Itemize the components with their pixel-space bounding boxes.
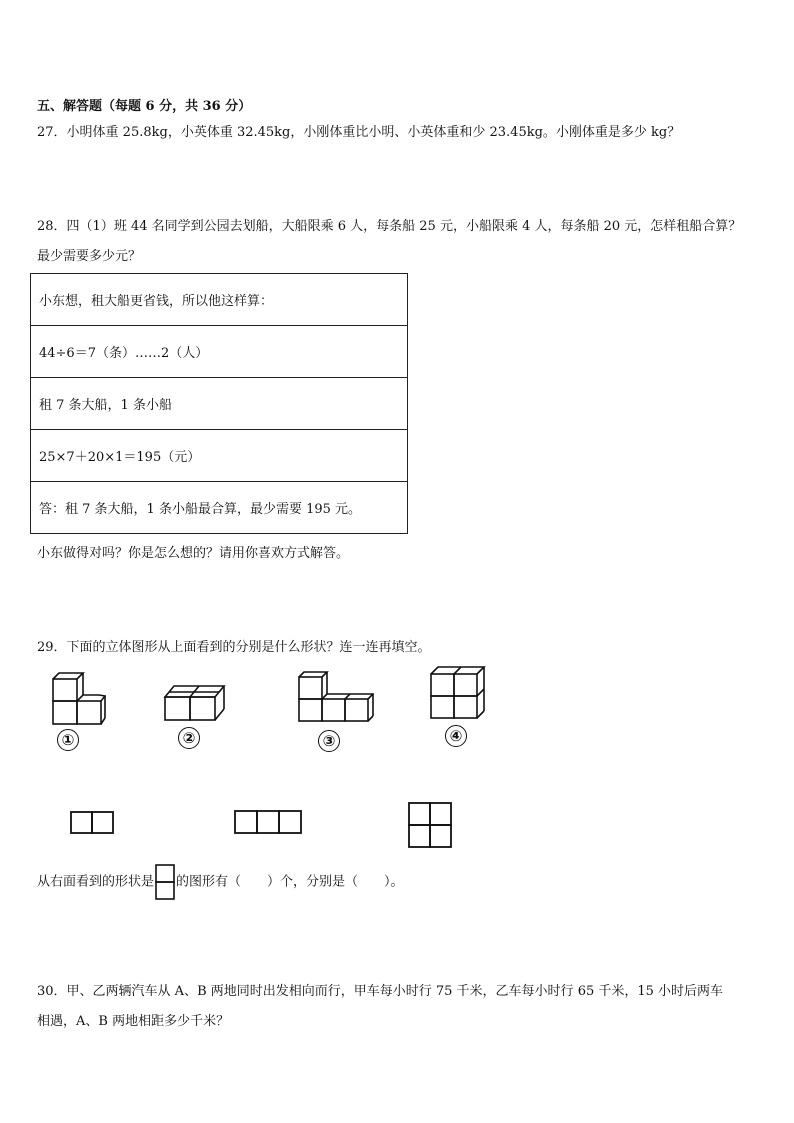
figure-label-2: ② <box>178 727 200 749</box>
solid-figure-3 <box>296 670 374 724</box>
figure-label-1: ① <box>57 729 79 751</box>
fill-prefix: 从右面看到的形状是 <box>37 874 155 890</box>
solid-figure-4 <box>428 664 486 722</box>
calculation-table <box>30 273 408 534</box>
section-title: 五、解答题（每题 6 分，共 36 分） <box>37 99 252 114</box>
table-cell: 小东想，租大船更省钱，所以他这样算： <box>31 274 408 326</box>
fill-suffix: 的图形有（ ）个，分别是（ ）。 <box>176 874 404 890</box>
figure-label-3: ③ <box>318 730 340 752</box>
top-view-four-squares <box>407 801 455 850</box>
question-29: 29．下面的立体图形从上面看到的分别是什么形状？连一连再填空。 <box>37 640 431 655</box>
table-row <box>31 430 408 482</box>
table-cell: 44÷6＝7（条）……2（人） <box>31 326 408 378</box>
table-cell: 答：租 7 条大船，1 条小船最合算，最少需要 195 元。 <box>31 482 408 534</box>
solid-figure-1 <box>50 671 106 727</box>
table-row <box>31 378 408 430</box>
question-29-fill-line <box>37 864 404 900</box>
question-30-line2: 相遇，A、B 两地相距多少千米？ <box>37 1014 230 1029</box>
question-28-line2: 最少需要多少元？ <box>37 249 142 264</box>
table-row <box>31 326 408 378</box>
table-row <box>31 482 408 534</box>
question-28-followup: 小东做得对吗？你是怎么想的？请用你喜欢方式解答。 <box>37 546 350 561</box>
question-27: 27．小明体重 25.8kg，小英体重 32.45kg，小刚体重比小明、小英体重和少 23.45kg。小刚体重是多少 kg？ <box>37 125 681 140</box>
table-row <box>31 274 408 326</box>
question-28-line1: 28．四（1）班 44 名同学到公园去划船，大船限乘 6 人，每条船 25 元，小船限乘 4 人，每条船 20 元，怎样租船合算？ <box>37 219 742 234</box>
solid-figure-2 <box>162 683 226 723</box>
figure-label-4: ④ <box>445 725 467 747</box>
top-view-three-squares <box>233 809 303 836</box>
top-view-two-squares <box>69 810 117 836</box>
table-cell: 租 7 条大船，1 条小船 <box>31 378 408 430</box>
question-30-line1: 30．甲、乙两辆汽车从 A、B 两地同时出发相向而行，甲车每小时行 75 千米，乙车每小时行 65 千米，15 小时后两车 <box>37 984 724 999</box>
table-cell: 25×7＋20×1＝195（元） <box>31 430 408 482</box>
vertical-two-squares-icon <box>154 864 176 900</box>
